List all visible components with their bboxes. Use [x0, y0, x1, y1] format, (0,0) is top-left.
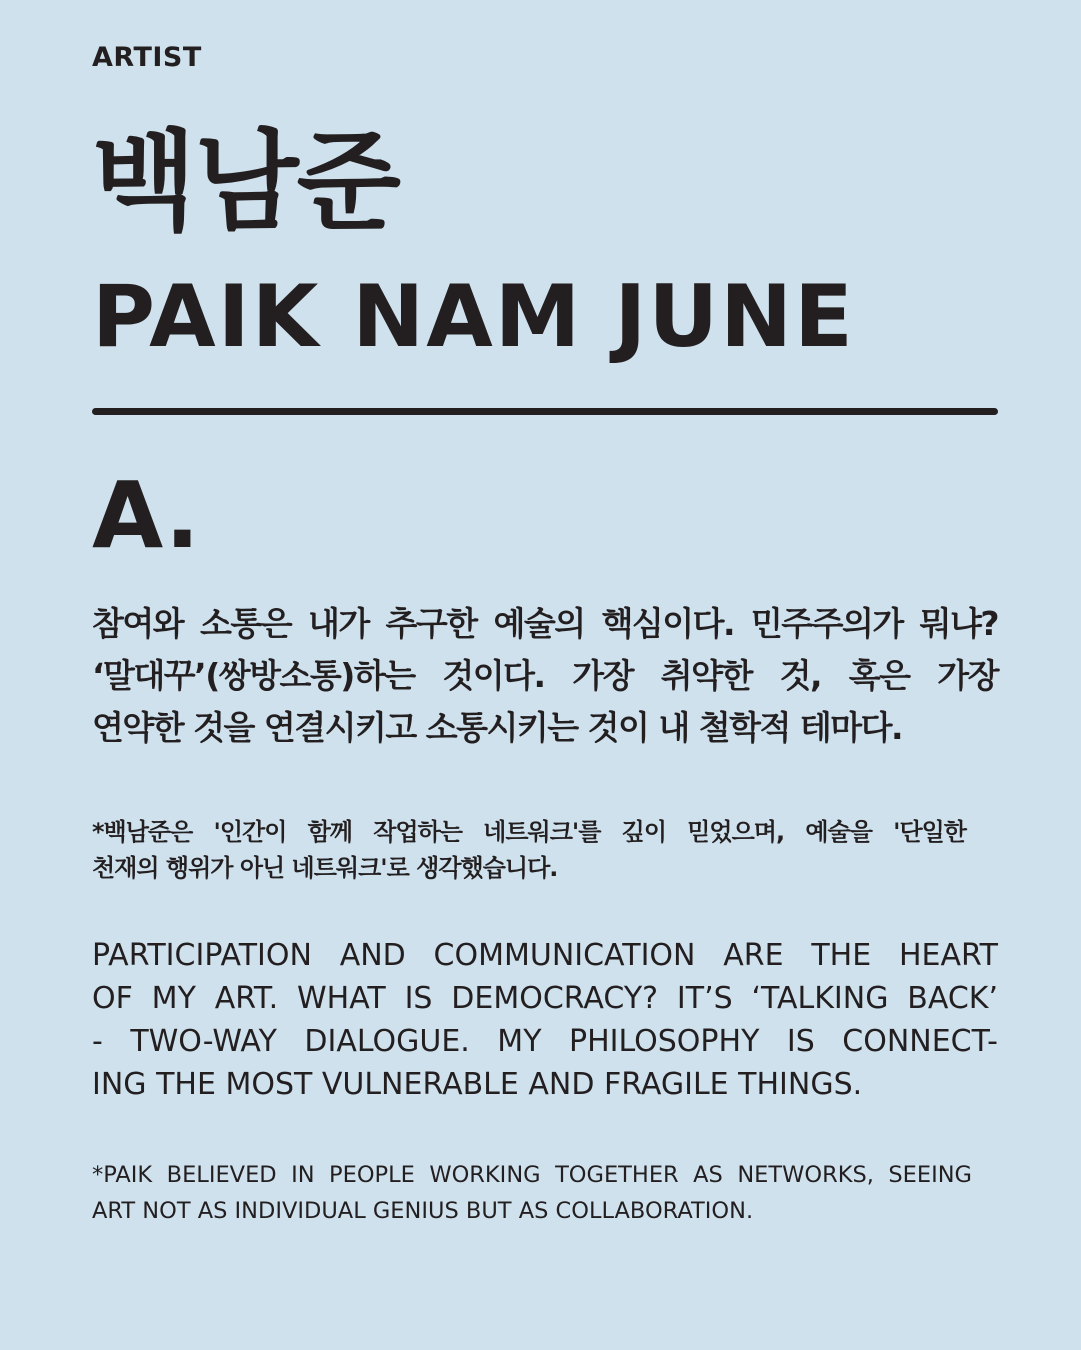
section-letter: A.: [92, 462, 200, 569]
quote-korean-line: ‘말대꾸’(쌍방소통)하는 것이다. 가장 취약한 것, 혹은 가장: [92, 656, 998, 695]
divider: [92, 408, 998, 415]
note-english-line: ART NOT AS INDIVIDUAL GENIUS BUT AS COLLABORATION.: [92, 1198, 754, 1224]
note-korean: [92, 814, 966, 886]
note-korean-line: 천재의 행위가 아닌 네트워크'로 생각했습니다.: [92, 854, 558, 882]
note-korean-line: *백남준은 '인간이 함께 작업하는 네트워크'를 깊이 믿었으며, 예술을 '단일한: [92, 818, 966, 846]
quote-english-line: PARTICIPATION AND COMMUNICATION ARE THE HEART: [92, 938, 998, 973]
quote-korean-line: 참여와 소통은 내가 추구한 예술의 핵심이다. 민주주의가 뭐냐?: [92, 604, 998, 643]
section-label: ARTIST: [92, 42, 202, 73]
quote-english-line: - TWO-WAY DIALOGUE. MY PHILOSOPHY IS CONNECT-: [92, 1024, 998, 1059]
note-english: [92, 1157, 972, 1229]
quote-korean-line: 연약한 것을 연결시키고 소통시키는 것이 내 철학적 테마다.: [92, 708, 903, 747]
quote-korean: [92, 598, 998, 754]
artist-name-korean: 백남준: [92, 120, 399, 245]
note-english-line: *PAIK BELIEVED IN PEOPLE WORKING TOGETHER AS NETWORKS, SEEING: [92, 1162, 972, 1188]
quote-english-line: ING THE MOST VULNERABLE AND FRAGILE THINGS.: [92, 1067, 863, 1102]
artist-name-english: PAIK NAM JUNE: [92, 267, 855, 367]
quote-english-line: OF MY ART. WHAT IS DEMOCRACY? IT’S ‘TALKING BACK’: [92, 981, 998, 1016]
quote-english: [92, 934, 998, 1106]
